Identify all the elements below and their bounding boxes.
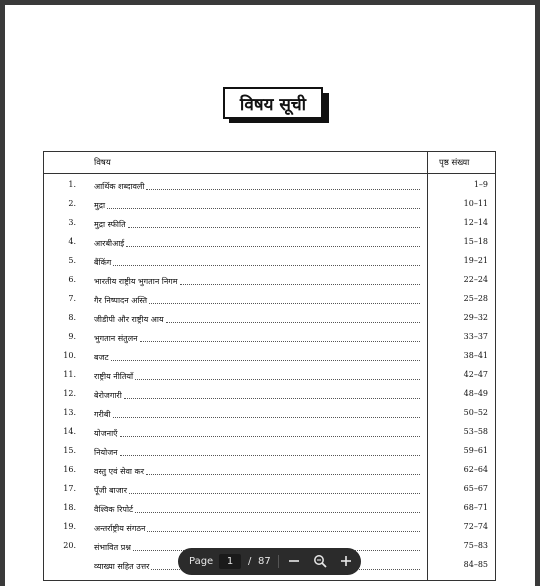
row-subject-text: नियोजन [94,448,118,457]
dot-leader [166,321,420,323]
table-row [44,232,495,251]
row-subject [94,408,420,420]
row-number: 7. [68,294,76,303]
row-number: 5. [68,256,76,265]
dot-leader [135,511,420,513]
row-subject [94,332,420,344]
row-page-range: 29–32 [463,313,488,322]
row-number: 9. [68,332,76,341]
row-page-range: 33–37 [463,332,488,341]
row-subject [94,427,420,439]
table-row [44,289,495,308]
row-subject-text: पूँजी बाजार [94,486,128,495]
page-number-input[interactable]: 1 [219,554,241,569]
row-page-range: 84–85 [463,560,488,569]
row-number: 10. [63,351,76,360]
table-row [44,213,495,232]
row-page-range: 50–52 [463,408,488,417]
table-row [44,498,495,517]
row-subject-text: संभावित प्रश्न [94,543,131,552]
total-pages: 87 [258,556,271,567]
dot-leader [180,283,420,285]
row-subject-text: राष्ट्रीय नीतियाँ [94,372,134,381]
dot-leader [147,530,420,532]
row-subject [94,389,420,401]
row-number: 16. [63,465,76,474]
page-title: विषय सूची [223,87,323,119]
row-subject-text: गरीबी [94,410,111,419]
table-row [44,346,495,365]
row-number: 14. [63,427,76,436]
row-subject [94,218,420,230]
row-subject [94,484,420,496]
header-page-number: पृष्ठ संख्या [439,158,470,168]
row-number: 4. [68,237,76,246]
page-label: Page [189,556,214,567]
page-separator: / [248,556,252,567]
title-block [223,87,329,123]
row-number: 19. [63,522,76,531]
dot-leader [124,397,420,399]
row-page-range: 65–67 [463,484,488,493]
table-row [44,175,495,194]
row-subject-text: गैर निष्पादन अस्ति [94,296,148,305]
zoom-button[interactable] [313,554,327,568]
table-row [44,327,495,346]
row-number: 18. [63,503,76,512]
row-page-range: 1–9 [473,180,488,189]
dot-leader [113,416,421,418]
row-page-range: 68–71 [463,503,488,512]
dot-leader [120,454,420,456]
row-number: 13. [63,408,76,417]
table-row [44,365,495,384]
document-page [5,5,535,586]
row-page-range: 38–41 [463,351,488,360]
table-row [44,441,495,460]
table-row [44,251,495,270]
row-number: 6. [68,275,76,284]
row-page-range: 25–28 [463,294,488,303]
row-subject-text: जीडीपी और राष्ट्रीय आय [94,315,164,324]
row-subject [94,522,420,534]
row-subject-text: बैंकिंग [94,258,112,267]
table-row [44,479,495,498]
table-row [44,517,495,536]
row-subject-text: योजनाएँ [94,429,118,438]
row-page-range: 59–61 [463,446,488,455]
row-page-range: 53–58 [463,427,488,436]
dot-leader [149,302,420,304]
row-subject [94,294,420,306]
table-row [44,270,495,289]
row-subject-text: मुद्रा स्फीति [94,220,126,229]
row-page-range: 10–11 [463,199,488,208]
dot-leader [120,435,420,437]
row-page-range: 75–83 [463,541,488,550]
table-row [44,460,495,479]
dot-leader [146,473,420,475]
row-subject [94,237,420,249]
row-subject-text: अन्तर्राष्ट्रीय संगठन [94,524,146,533]
row-number: 3. [68,218,76,227]
contents-table [43,151,496,581]
row-page-range: 15–18 [463,237,488,246]
row-number: 17. [63,484,76,493]
table-row [44,308,495,327]
row-subject [94,503,420,515]
table-row [44,422,495,441]
row-subject-text: आर्थिक शब्दावली [94,182,145,191]
zoom-out-button[interactable] [287,554,301,568]
row-subject [94,256,420,268]
row-number: 2. [68,199,76,208]
pdf-page-toolbar [178,548,361,575]
row-number: 8. [68,313,76,322]
dot-leader [135,378,420,380]
row-number: 12. [63,389,76,398]
row-number: 11. [63,370,76,379]
row-subject-text: आरबीआई [94,239,125,248]
dot-leader [129,492,420,494]
row-subject-text: भुगतान संतुलन [94,334,138,343]
row-subject [94,180,420,192]
dot-leader [111,359,420,361]
row-subject [94,465,420,477]
header-subject: विषय [94,158,111,168]
row-page-range: 22–24 [463,275,488,284]
toolbar-divider [278,555,279,568]
table-row [44,194,495,213]
dot-leader [107,207,420,209]
minus-icon [287,554,301,568]
dot-leader [140,340,420,342]
table-row [44,384,495,403]
row-subject-text: बजट [94,353,109,362]
dot-leader [113,264,420,266]
row-subject-text: वस्तु एवं सेवा कर [94,467,144,476]
row-page-range: 48–49 [463,389,488,398]
row-number: 15. [63,446,76,455]
plus-icon [339,554,353,568]
row-subject-text: भारतीय राष्ट्रीय भुगतान निगम [94,277,178,286]
row-subject-text: मुद्रा [94,201,106,210]
row-subject-text: व्याख्या सहित उत्तर [94,562,150,571]
row-page-range: 62–64 [463,465,488,474]
row-number: 20. [63,541,76,550]
row-subject-text: बेरोजगारी [94,391,122,400]
magnifier-icon [313,554,327,568]
zoom-in-button[interactable] [339,554,353,568]
row-subject [94,351,420,363]
row-subject-text: वैश्विक रिपोर्ट [94,505,134,514]
dot-leader [128,226,420,228]
row-subject [94,313,420,325]
row-page-range: 72–74 [463,522,488,531]
dot-leader [126,245,420,247]
row-subject [94,275,420,287]
row-page-range: 19–21 [463,256,488,265]
row-subject [94,370,420,382]
row-page-range: 12–14 [463,218,488,227]
row-number: 1. [68,180,76,189]
row-subject [94,446,420,458]
row-subject [94,199,420,211]
dot-leader [146,188,420,190]
table-row [44,403,495,422]
row-page-range: 42–47 [463,370,488,379]
